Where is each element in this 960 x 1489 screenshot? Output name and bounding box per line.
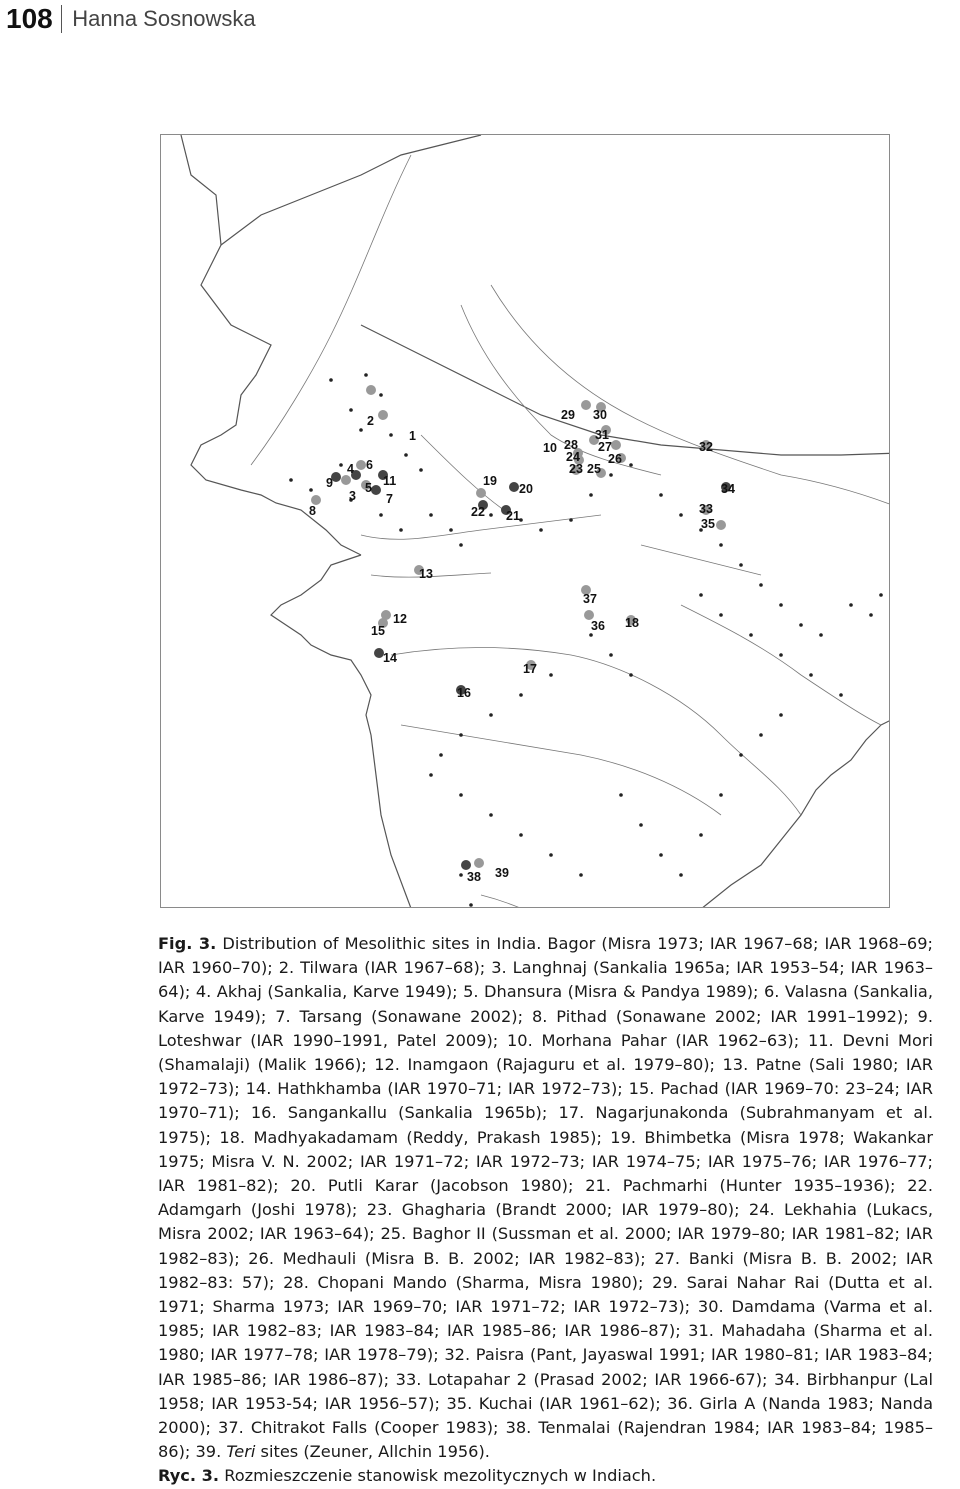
- site-label: 12: [393, 612, 407, 626]
- site-label: 35: [701, 517, 715, 531]
- gujarat-coast: [271, 555, 371, 735]
- site-label: 7: [386, 492, 393, 506]
- site-label: 26: [608, 452, 622, 466]
- site-label: 13: [419, 567, 433, 581]
- caption-polish: [158, 1464, 933, 1488]
- site-label: 22: [471, 505, 485, 519]
- site-label: 15: [371, 624, 385, 638]
- fig-label: Fig. 3.: [158, 934, 217, 953]
- caption-text: Distribution of Mesolithic sites in India. Bagor (Misra 1973; IAR 1967–68; IAR 1968–69; IAR 1960–70); 2. Tilwara (IAR 1967–68); 3. Langhnaj (Sankalia 1965a; IAR 1953–54; IAR 1963–64); 4. Akhaj (Sankalia, Karve 1949); 5. Dhansura (Misra & Pandya 1989); 6. Valasna (Sankalia, Karve 1949); 7. Tarsang (Sonawane 2002); 8. Pithad (Sonawane 2002; IAR 1991–1992); 9. Loteshwar (IAR 1990–1991, Patel 2009); 10. Morhana Pahar (IAR 1962–63); 11. Devni Mori (Shamalaji) (Malik 1966); 12. Inamgaon (Rajaguru et al. 1979–80); 13. Patne (Sali 1980; IAR 1972–73); 14. Hathkhamba (IAR 1970–71; IAR 1972–73); 15. Pachad (IAR 1969–70: 23–24; IAR 1970–71); 16. Sangankallu (Sankalia 1965b); 17. Nagarjunakonda (Subrahmanyam et al. 1975); 18. Madhyakadamam (Reddy, Prakash 1985); 19. Bhimbetka (Misra 1978; Wakankar 1975; Misra V. N. 2002; IAR 1971–72; IAR 1972–73; IAR 1974–75; IAR 1975–76; IAR 1976–77; IAR 1981–82); 20. Putli Karar (Jacobson 1980); 21. Pachmarhi (Hunter 1935–1936); 22. Adamgarh (Joshi 1978); 23. Ghagharia (Brandt 2000; IAR 1979–80); 24. Lekhahia (Lukacs, Misra 2002; IAR 1963–64); 25. Baghor II (Sussman et al. 2000; IAR 1979–80; IAR 1981–82; IAR 1982–83); 26. Medhauli (Misra B. B. 2002; IAR 1982–83); 27. Banki (Misra B. B. 2002; IAR 1982–83: 57); 28. Chopani Mando (Sharma, Misra 1980); 29. Sarai Nahar Rai (Dutta et al. 1971; Sharma 1973; IAR 1969–70; IAR 1971–72; IAR 1972–73); 30. Damdama (Varma et al. 1985; IAR 1982–83; IAR 1983–84; IAR 1985–86; IAR 1986–87); 31. Mahadaha (Sharma et al. 1980; IAR 1977–78; IAR 1978–79); 32. Paisra (Pant, Jayaswal 1991; IAR 1980–81; IAR 1983–84; IAR 1985–86; IAR 1986–87); 33. Lotapahar 2 (Prasad 2002; IAR 1966-67); 34. Birbhanpur (Lal 1958; IAR 1953-54; IAR 1956–57); 35. Kuchai (IAR 1961–62); 36. Girla A (Nanda 1983; Nanda 2000); 37. Chitrakot Falls (Cooper 1983); 38. Tenmalai (Rajendran 1984; IAR 1983–84; 1985–86); 39.: [158, 934, 933, 1462]
- northern-border: [221, 135, 481, 245]
- running-head-author: Hanna Sosnowska: [72, 6, 256, 31]
- mahanadi-river: [681, 605, 881, 725]
- site-label: 9: [326, 476, 333, 490]
- kaveri-river: [481, 895, 601, 907]
- himalaya-border: [361, 325, 889, 465]
- rivers: [251, 155, 889, 907]
- western-border: [181, 135, 361, 555]
- chambal-river: [421, 435, 511, 515]
- ganga-river: [491, 285, 889, 675]
- figure-caption: [158, 932, 933, 1489]
- site-label: 21: [506, 509, 520, 523]
- site-label: 34: [721, 482, 735, 496]
- site-label: 4: [347, 462, 354, 476]
- caption-polish-text: Rozmieszczenie stanowisk mezolitycznych w Indiach.: [219, 1466, 657, 1486]
- indus-river: [251, 155, 411, 465]
- site-label: 3: [349, 489, 356, 503]
- site-label: 29: [561, 408, 575, 422]
- site-label: 25: [587, 462, 601, 476]
- site-label: 2: [367, 414, 374, 428]
- caption-english: [158, 932, 933, 1464]
- site-label: 36: [591, 619, 605, 633]
- site-label: 19: [483, 474, 497, 488]
- india-site-map: [160, 134, 890, 908]
- header-divider: [61, 5, 63, 33]
- coastline-outline: [181, 135, 889, 907]
- site-label: 1: [409, 429, 416, 443]
- site-label: 5: [365, 481, 372, 495]
- east-coast: [631, 725, 881, 907]
- site-label: 30: [593, 408, 607, 422]
- site-label: 8: [309, 504, 316, 518]
- site-label: 28: [564, 438, 578, 452]
- site-label: 17: [523, 662, 537, 676]
- son-river: [641, 545, 761, 575]
- site-label: 20: [519, 482, 533, 496]
- godavari-river: [391, 648, 801, 816]
- site-label: 32: [699, 440, 713, 454]
- krishna-river: [401, 725, 721, 815]
- site-label: 24: [566, 450, 580, 464]
- map-svg: [161, 135, 889, 907]
- bengal-coast: [881, 695, 889, 725]
- site-label: 38: [467, 870, 481, 884]
- ryc-label: Ryc. 3.: [158, 1466, 220, 1486]
- site-label: 18: [625, 616, 639, 630]
- site-label: 6: [366, 458, 373, 472]
- page-number: 108: [6, 3, 53, 34]
- site-label: 11: [383, 474, 397, 488]
- site-number-labels: [309, 408, 735, 884]
- site-label: 31: [595, 428, 609, 442]
- site-label: 10: [543, 441, 557, 455]
- site-label: 33: [699, 502, 713, 516]
- site-label: 39: [495, 866, 509, 880]
- site-label: 14: [383, 651, 397, 665]
- caption-text-end: sites (Zeuner, Allchin 1956).: [255, 1442, 490, 1462]
- site-label: 37: [583, 592, 597, 606]
- page-header: [6, 2, 256, 36]
- site-label: 27: [598, 440, 612, 454]
- site-label: 16: [457, 686, 471, 700]
- site-label: 23: [569, 462, 583, 476]
- minor-site-dots: [289, 373, 889, 907]
- caption-italic-term: Teri: [226, 1442, 256, 1462]
